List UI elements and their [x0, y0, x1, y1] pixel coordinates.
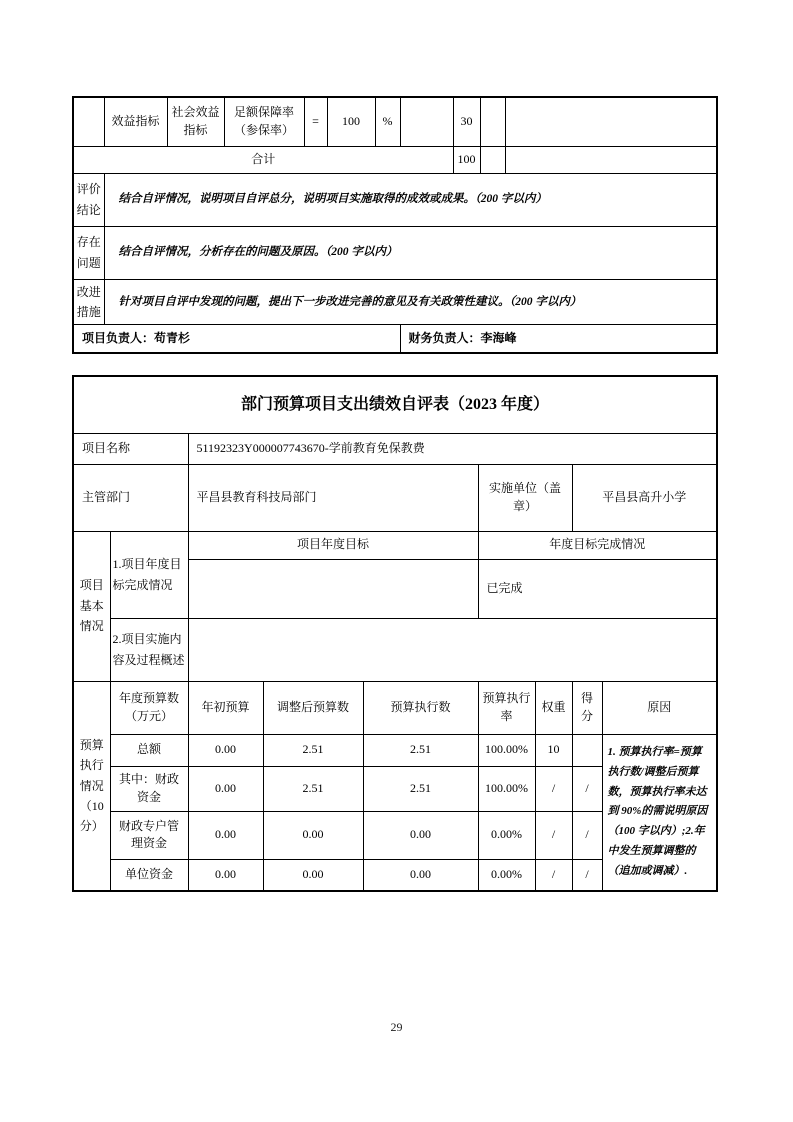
budget-rate-value: 0.00% [478, 859, 535, 891]
project-name-label: 项目名称 [73, 433, 188, 464]
improvement-measures-text: 针对项目自评中发现的问题，提出下一步改进完善的意见及有关政策性建议。（200 字以内） [104, 279, 717, 325]
annual-goal-header-row [73, 531, 717, 559]
blank-cell [480, 97, 505, 146]
blank-cell [400, 97, 453, 146]
total-value-cell: 100 [453, 146, 480, 173]
budget-executed-value: 0.00 [363, 811, 478, 859]
benefit-category-cell: 效益指标 [104, 97, 167, 146]
department-label: 主管部门 [73, 464, 188, 531]
table-title-row [73, 376, 717, 433]
budget-row-name: 财政专户管理资金 [110, 811, 188, 859]
budget-adjusted-value: 2.51 [263, 734, 363, 766]
implementation-summary-row [73, 618, 717, 681]
budget-header-weight: 权重 [535, 681, 572, 734]
budget-executed-value: 2.51 [363, 734, 478, 766]
budget-weight-value: 10 [535, 734, 572, 766]
budget-row-name: 单位资金 [110, 859, 188, 891]
budget-header-reason: 原因 [602, 681, 717, 734]
budget-score-value: / [572, 811, 602, 859]
budget-weight-value: / [535, 859, 572, 891]
budget-adjusted-value: 2.51 [263, 766, 363, 811]
budget-row-total [73, 734, 717, 766]
existing-problems-text: 结合自评情况，分析存在的问题及原因。（200 字以内） [104, 226, 717, 279]
benefit-unit-cell: % [375, 97, 400, 146]
budget-header-rate: 预算执行率 [478, 681, 535, 734]
budget-header-executed: 预算执行数 [363, 681, 478, 734]
budget-rate-value: 100.00% [478, 734, 535, 766]
existing-problems-row [73, 226, 717, 279]
budget-header-category: 年度预算数（万元） [110, 681, 188, 734]
budget-header-adjusted: 调整后预算数 [263, 681, 363, 734]
total-label-cell: 合计 [73, 146, 453, 173]
budget-weight-value: / [535, 811, 572, 859]
signature-row [73, 325, 717, 353]
benefit-subcategory-cell: 社会效益指标 [167, 97, 224, 146]
budget-adjusted-value: 0.00 [263, 811, 363, 859]
implementing-unit-value: 平昌县高升小学 [572, 464, 717, 531]
budget-reason-text: 1. 预算执行率=预算执行数/调整后预算数，预算执行率未达到 90%的需说明原因（100 字以内）;2.年中发生预算调整的（追加或调减）. [602, 734, 717, 891]
budget-header-initial: 年初预算 [188, 681, 263, 734]
budget-row-name: 总额 [110, 734, 188, 766]
annual-goal-text [188, 559, 478, 618]
evaluation-conclusion-label: 评价结论 [73, 173, 104, 226]
benefit-indicator-row [73, 97, 717, 146]
self-evaluation-summary-table [72, 96, 718, 354]
table-title: 部门预算项目支出绩效自评表（2023 年度） [73, 376, 717, 433]
annual-goal-header: 项目年度目标 [188, 531, 478, 559]
project-name-row [73, 433, 717, 464]
benefit-target-value-cell: 100 [327, 97, 375, 146]
budget-initial-value: 0.00 [188, 766, 263, 811]
goal-completion-item-label: 1.项目年度目标完成情况 [110, 531, 188, 618]
project-lead-cell: 项目负责人：苟青杉 [73, 325, 400, 353]
evaluation-conclusion-text: 结合自评情况，说明项目自评总分，说明项目实施取得的成效或成果。（200 字以内） [104, 173, 717, 226]
total-row [73, 146, 717, 173]
project-name-value: 51192323Y000007743670-学前教育免保教费 [188, 433, 717, 464]
budget-row-name: 其中：财政资金 [110, 766, 188, 811]
existing-problems-label: 存在问题 [73, 226, 104, 279]
improvement-measures-row [73, 279, 717, 325]
benefit-operator-cell: = [304, 97, 327, 146]
blank-cell [73, 97, 104, 146]
budget-group-label: 预算执行情况（10分） [73, 681, 110, 891]
benefit-indicator-cell: 足额保障率（参保率） [224, 97, 304, 146]
improvement-measures-label: 改进措施 [73, 279, 104, 325]
budget-header-score: 得分 [572, 681, 602, 734]
budget-self-evaluation-table [72, 375, 718, 892]
blank-cell [480, 146, 505, 173]
budget-score-value: / [572, 859, 602, 891]
finance-lead-cell: 财务负责人：李海峰 [400, 325, 717, 353]
goal-completion-header: 年度目标完成情况 [478, 531, 717, 559]
budget-initial-value: 0.00 [188, 859, 263, 891]
department-value: 平昌县教育科技局部门 [188, 464, 478, 531]
benefit-weight-cell: 30 [453, 97, 480, 146]
goal-completion-text: 已完成 [478, 559, 717, 618]
budget-header-row [73, 681, 717, 734]
basic-info-group-label: 项目基本情况 [73, 531, 110, 681]
budget-score-value: / [572, 766, 602, 811]
department-row [73, 464, 717, 531]
blank-cell [505, 97, 717, 146]
budget-initial-value: 0.00 [188, 734, 263, 766]
budget-initial-value: 0.00 [188, 811, 263, 859]
page-number: 29 [390, 1020, 403, 1034]
implementation-item-label: 2.项目实施内容及过程概述 [110, 618, 188, 681]
budget-rate-value: 100.00% [478, 766, 535, 811]
budget-executed-value: 0.00 [363, 859, 478, 891]
budget-executed-value: 2.51 [363, 766, 478, 811]
budget-score-value [572, 734, 602, 766]
blank-cell [505, 146, 717, 173]
budget-weight-value: / [535, 766, 572, 811]
evaluation-conclusion-row [73, 173, 717, 226]
implementing-unit-label: 实施单位（盖章） [478, 464, 572, 531]
budget-adjusted-value: 0.00 [263, 859, 363, 891]
implementation-text [188, 618, 717, 681]
budget-rate-value: 0.00% [478, 811, 535, 859]
